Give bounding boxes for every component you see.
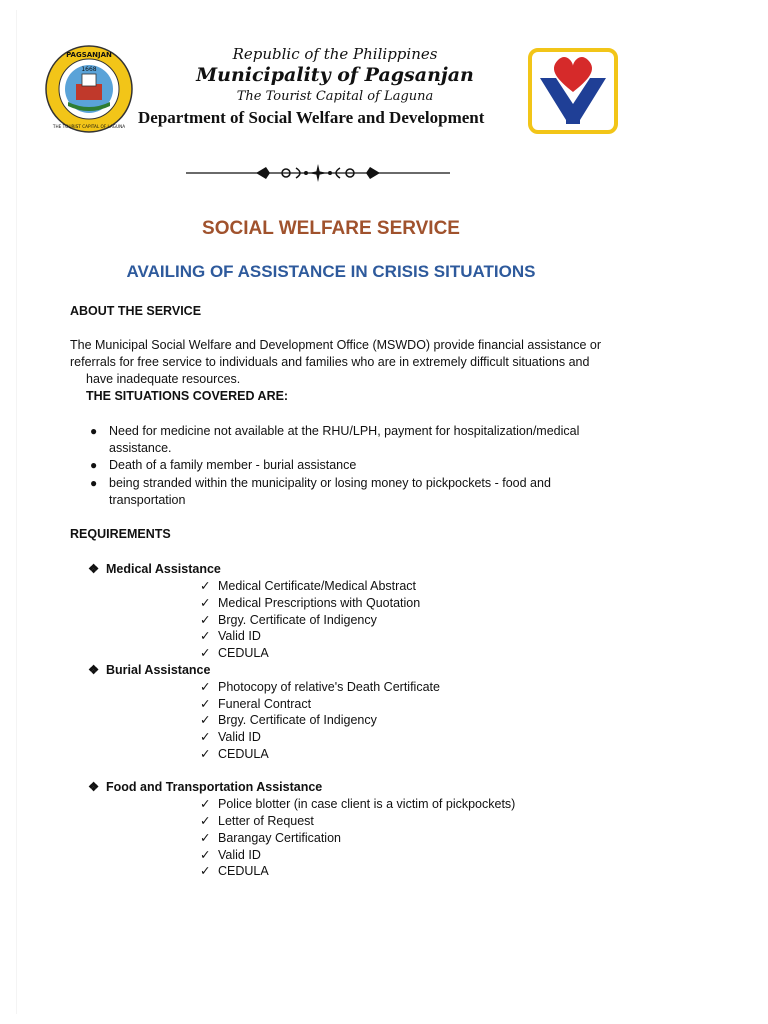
checkmark-icon: ✓ xyxy=(200,864,211,878)
page-subtitle: AVAILING OF ASSISTANCE IN CRISIS SITUATIONS xyxy=(126,262,536,281)
category-burial-assistance xyxy=(88,662,210,677)
situation-item-continued: transportation xyxy=(109,493,186,507)
seal-top-text: PAGSANJAN xyxy=(66,51,112,59)
header-department: Department of Social Welfare and Development xyxy=(138,108,485,127)
municipal-seal-icon xyxy=(44,44,134,134)
page-title: SOCIAL WELFARE SERVICE xyxy=(202,218,460,239)
requirement-item: ✓ CEDULA xyxy=(200,747,269,761)
requirement-item: ✓ Valid ID xyxy=(200,848,261,862)
about-heading: ABOUT THE SERVICE xyxy=(70,304,202,318)
requirement-item: ✓ Brgy. Certificate of Indigency xyxy=(200,613,377,627)
category-label: Burial Assistance xyxy=(106,663,211,677)
requirement-item: ✓ Brgy. Certificate of Indigency xyxy=(200,713,377,727)
diamond-bullet-icon: ❖ xyxy=(88,562,100,576)
situations-heading: THE SITUATIONS COVERED ARE: xyxy=(86,389,289,403)
checkmark-icon: ✓ xyxy=(200,747,211,761)
header-republic: Republic of the Philippines xyxy=(232,45,438,63)
bullet-dot-icon: ● xyxy=(90,476,98,490)
checkmark-icon: ✓ xyxy=(200,680,211,694)
checkmark-icon: ✓ xyxy=(200,730,211,744)
situation-item: Death of a family member - burial assistance xyxy=(109,458,357,472)
ornament-divider xyxy=(186,162,450,184)
checkmark-icon: ✓ xyxy=(200,831,211,845)
checkmark-icon: ✓ xyxy=(200,797,211,811)
header-municipality: Municipality of Pagsanjan xyxy=(196,64,474,86)
page-edge xyxy=(16,10,17,1014)
checkmark-icon: ✓ xyxy=(200,629,211,643)
diamond-bullet-icon: ❖ xyxy=(88,663,100,677)
seal-bottom-text: THE TOURIST CAPITAL OF LAGUNA xyxy=(52,124,126,129)
diamond-bullet-icon: ❖ xyxy=(88,780,100,794)
requirement-item: ✓ Photocopy of relative's Death Certificate xyxy=(200,680,440,694)
header-tagline: The Tourist Capital of Laguna xyxy=(236,89,434,104)
about-line-2: referrals for free service to individuals and families who are in extremely difficult situations and xyxy=(70,355,590,369)
checkmark-icon: ✓ xyxy=(200,814,211,828)
category-label: Medical Assistance xyxy=(106,562,221,576)
category-food-transportation-assistance xyxy=(88,779,322,794)
situation-item: Need for medicine not available at the RHU/LPH, payment for hospitalization/medical xyxy=(109,424,580,438)
checkmark-icon: ✓ xyxy=(200,613,211,627)
bullet-dot-icon: ● xyxy=(90,424,98,438)
situation-item-continued: assistance. xyxy=(109,441,172,455)
about-line-3: have inadequate resources. xyxy=(86,372,241,386)
seal-year: 1668 xyxy=(81,66,97,73)
requirement-item: ✓ CEDULA xyxy=(200,864,269,878)
requirement-item: ✓ Medical Prescriptions with Quotation xyxy=(200,596,421,610)
requirement-item: ✓ CEDULA xyxy=(200,646,269,660)
dswd-logo-icon xyxy=(528,48,618,134)
bullet-dot-icon: ● xyxy=(90,458,98,472)
requirement-item: ✓ Medical Certificate/Medical Abstract xyxy=(200,579,416,593)
category-medical-assistance xyxy=(88,561,221,576)
checkmark-icon: ✓ xyxy=(200,646,211,660)
checkmark-icon: ✓ xyxy=(200,697,211,711)
category-label: Food and Transportation Assistance xyxy=(106,780,323,794)
checkmark-icon: ✓ xyxy=(200,848,211,862)
requirement-item: ✓ Letter of Request xyxy=(200,814,314,828)
checkmark-icon: ✓ xyxy=(200,579,211,593)
situation-item: being stranded within the municipality or losing money to pickpockets - food and xyxy=(109,476,551,490)
requirement-item: ✓ Valid ID xyxy=(200,629,261,643)
requirements-heading: REQUIREMENTS xyxy=(70,527,171,541)
about-line-1: The Municipal Social Welfare and Development Office (MSWDO) provide financial assistance or xyxy=(70,338,602,352)
requirement-item: ✓ Funeral Contract xyxy=(200,697,312,711)
requirement-item: ✓ Barangay Certification xyxy=(200,831,341,845)
requirement-item: ✓ Police blotter (in case client is a victim of pickpockets) xyxy=(200,797,516,811)
checkmark-icon: ✓ xyxy=(200,713,211,727)
requirement-item: ✓ Valid ID xyxy=(200,730,261,744)
checkmark-icon: ✓ xyxy=(200,596,211,610)
